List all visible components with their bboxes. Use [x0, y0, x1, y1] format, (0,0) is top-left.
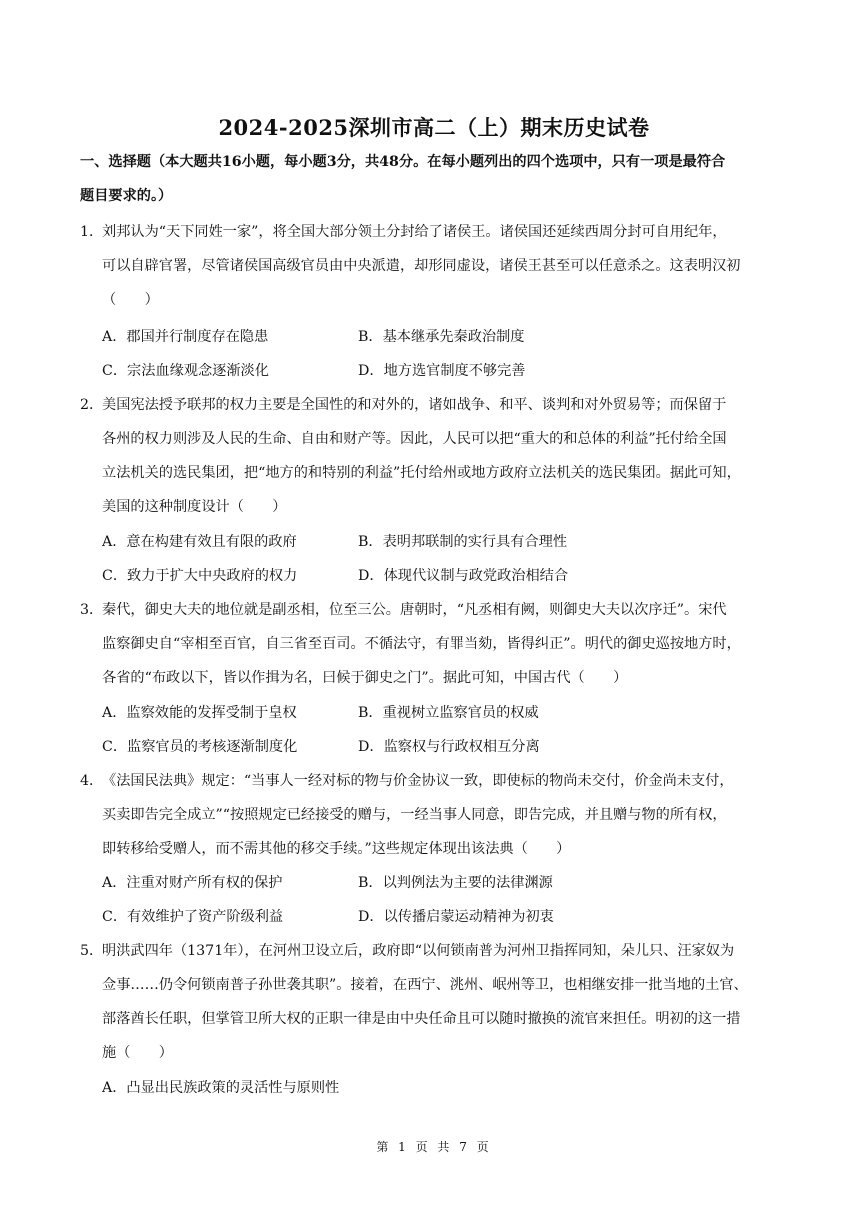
option-a: A．注重对财产所有权的保护: [102, 875, 283, 891]
option-c: C．宗法血缘观念逐渐淡化: [102, 363, 269, 379]
question-text-line: 美国的这种制度设计（ ）: [102, 499, 287, 515]
option-d: D．体现代议制与政党政治相结合: [358, 568, 569, 584]
question-text-line: 施（ ）: [102, 1045, 173, 1061]
option-b: B．重视树立监察官员的权威: [358, 705, 539, 721]
question-text-line: 《法国民法典》规定：“当事人一经对标的物与价金协议一致，即使标的物尚未交付，价金尚未支付，: [102, 773, 734, 789]
question-text-line: 监察御史自“宰相至百官，自三省至百司。不循法守，有罪当劾，皆得纠正”。明代的御史巡按地方时，: [102, 636, 741, 652]
page-title: 2024-2025深圳市高二（上）期末历史试卷: [218, 115, 650, 140]
option-a: A．郡国并行制度存在隐患: [102, 329, 269, 345]
question-number: 5．: [80, 943, 104, 959]
option-c: C．监察官员的考核逐渐制度化: [102, 739, 298, 755]
question-5-options: [102, 1071, 502, 1105]
question-3-options: [102, 696, 614, 764]
question-text-line: 部落酋长任职，但掌管卫所大权的正职一律是由中央任命且可以随时撤换的流官来担任。明初的这一措: [102, 1011, 741, 1027]
question-4-options: [102, 866, 614, 934]
option-a: A．监察效能的发挥受制于皇权: [102, 705, 297, 721]
question-1: [80, 215, 792, 317]
question-text-line: （ ）: [102, 292, 159, 308]
option-a: A．凸显出民族政策的灵活性与原则性: [102, 1080, 340, 1096]
option-b: B．基本继承先秦政治制度: [358, 329, 525, 345]
question-5: [80, 934, 792, 1070]
question-text-line: 可以自辟官署，尽管诸侯国高级官员由中央派遣，却形同虚设，诸侯王甚至可以任意杀之。这表明汉初: [102, 258, 741, 274]
question-number: 2．: [80, 397, 104, 413]
question-text-line: 即转移给受赠人，而不需其他的移交手续。”这些规定体现出该法典（ ）: [102, 841, 571, 857]
option-d: D．以传播启蒙运动精神为初衷: [358, 909, 554, 925]
question-text-line: 立法机关的选民集团，把“地方的和特别的利益”托付给州或地方政府立法机关的选民集团。据此可知，: [102, 465, 741, 481]
question-number: 1．: [80, 224, 104, 240]
question-text-line: 佥事……仍令何锁南普子孙世袭其职”。接着，在西宁、洮州、岷州等卫，也相继安排一批当地的土官、: [102, 977, 748, 993]
page-footer: 第 1 页 共 7 页: [376, 1140, 492, 1154]
question-text-line: 各州的权力则涉及人民的生命、自由和财产等。因此，人民可以把“重大的和总体的利益”托付给全国: [102, 431, 727, 447]
question-4: [80, 764, 792, 866]
section-heading-line: 题目要求的。）: [80, 188, 173, 204]
option-c: C．致力于扩大中央政府的权力: [102, 568, 298, 584]
question-text-line: 刘邦认为“天下同姓一家”，将全国大部分领土分封给了诸侯王。诸侯国还延续西周分封可自用纪年，: [102, 224, 727, 240]
option-a: A．意在构建有效且有限的政府: [102, 534, 297, 550]
question-1-options: [102, 320, 614, 388]
option-d: D．监察权与行政权相互分离: [358, 739, 540, 755]
question-text-line: 美国宪法授予联邦的权力主要是全国性的和对外的，诸如战争、和平、谈判和对外贸易等；而保留于: [102, 397, 727, 413]
option-d: D．地方选官制度不够完善: [358, 363, 526, 379]
question-text-line: 买卖即告完全成立”“按照规定已经接受的赠与，一经当事人同意，即告完成，并且赠与物的所有权，: [102, 807, 727, 823]
question-2-options: [102, 525, 614, 593]
option-b: B．表明邦联制的实行具有合理性: [358, 534, 568, 550]
question-text-line: 明洪武四年（1371年），在河州卫设立后，政府即“以何锁南普为河州卫指挥同知，朵儿只、汪家奴为: [102, 943, 735, 959]
question-text-line: 各省的“布政以下，皆以作揖为名，曰候于御史之门”。据此可知，中国古代（ ）: [102, 670, 628, 686]
question-number: 4．: [80, 773, 104, 789]
section-heading-line: 一、选择题（本大题共16小题，每小题3分，共48分。在每小题列出的四个选项中，只有一项是最符合: [80, 154, 726, 170]
question-text-line: 秦代，御史大夫的地位就是副丞相，位至三公。唐朝时，“凡丞相有阙，则御史大夫以次序迁”。宋代: [102, 602, 727, 618]
question-3: [80, 593, 792, 695]
question-number: 3．: [80, 602, 104, 618]
section-heading: [80, 145, 790, 213]
question-2: [80, 388, 792, 524]
option-c: C．有效维护了资产阶级利益: [102, 909, 284, 925]
option-b: B．以判例法为主要的法律渊源: [358, 875, 553, 891]
